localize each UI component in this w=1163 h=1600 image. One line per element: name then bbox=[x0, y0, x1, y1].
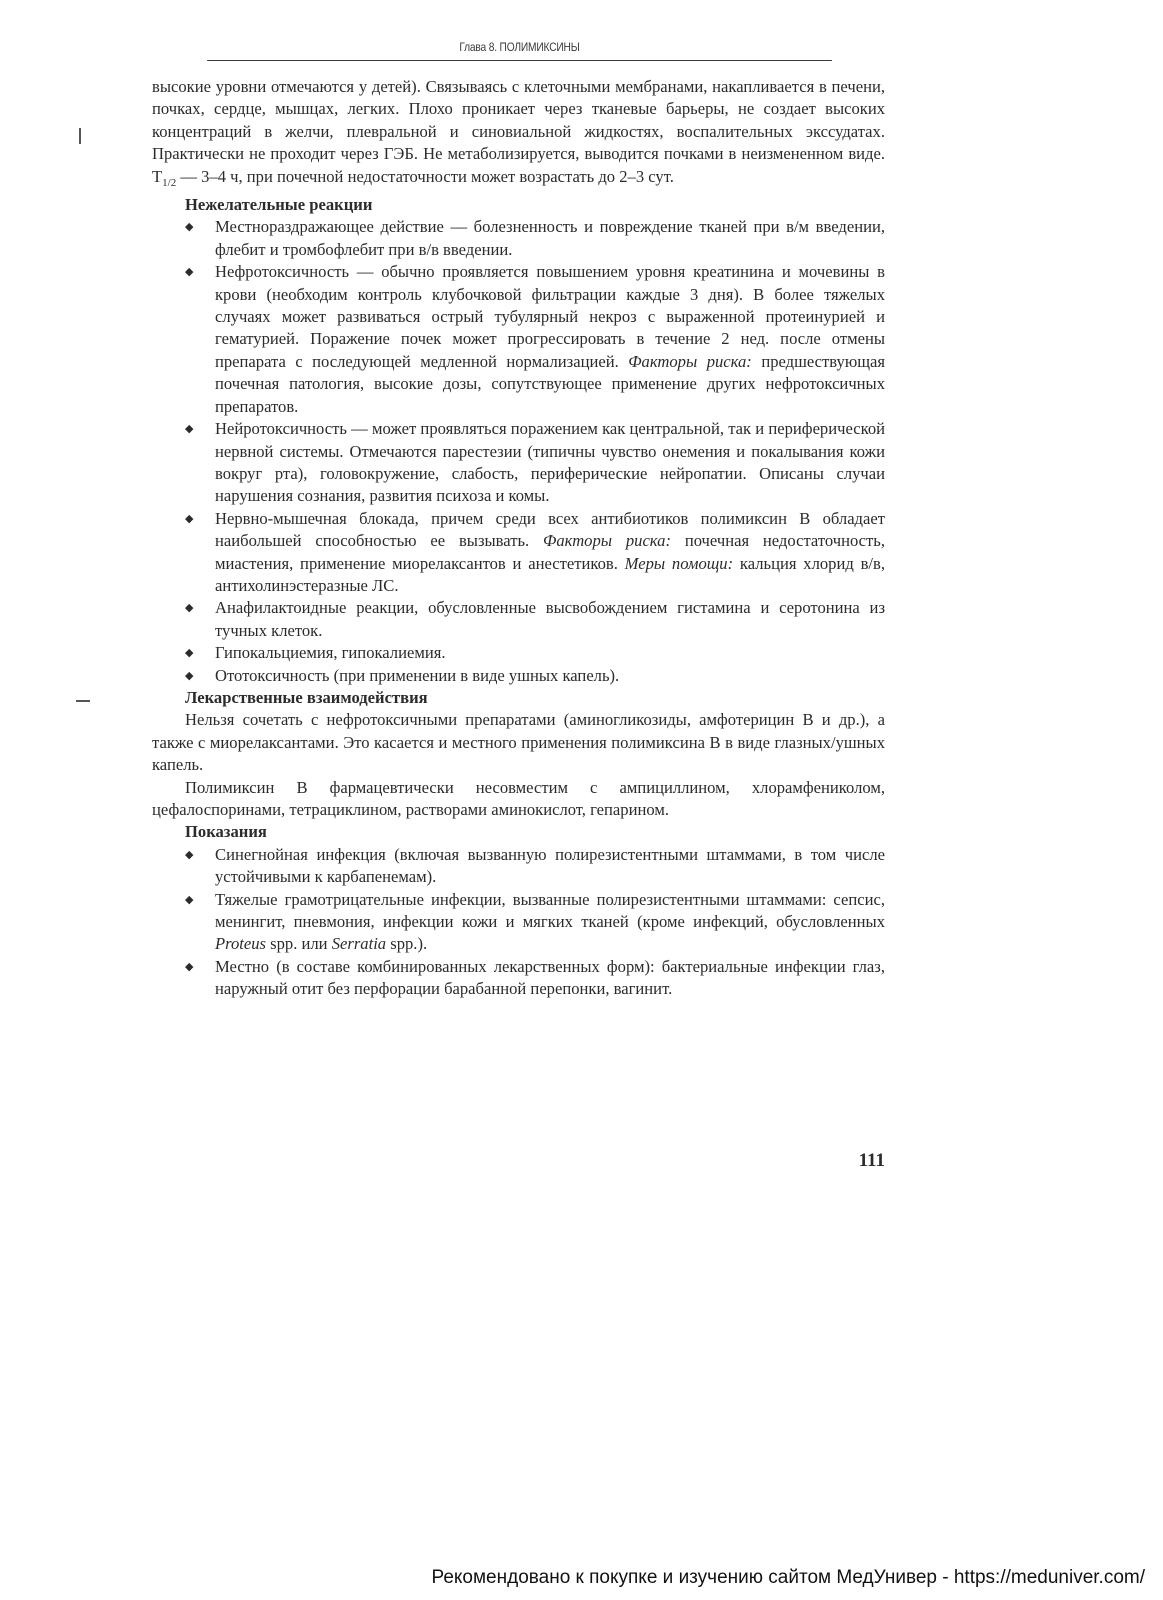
bullet-icon: ◆ bbox=[185, 512, 194, 525]
list-item-text: Местнораздражающее действие — болезненность и повреждение тканей при в/м введении, флебит и тромбофлебит при в/в введении. bbox=[215, 217, 885, 259]
bullet-icon: ◆ bbox=[185, 647, 194, 660]
bullet-icon: ◆ bbox=[185, 266, 194, 279]
list-item-text: Нервно-мышечная блокада, причем среди всех антибиотиков полимиксин В обладает наибольшей способностью ее вызывать. bbox=[215, 508, 885, 551]
list-item-text: кальция хлорид в/в, антихолинэстеразные ЛС. bbox=[215, 553, 885, 595]
genus-name: Serratia bbox=[331, 934, 387, 954]
list-item bbox=[152, 642, 885, 664]
intro-paragraph bbox=[152, 76, 885, 194]
list-item bbox=[152, 418, 885, 508]
list-item-text: предшествующая почечная патология, высокие дозы, сопутствующее применение других нефротоксичных препаратов. bbox=[215, 351, 885, 416]
list-item-text: spp. или bbox=[266, 934, 332, 954]
list-item bbox=[152, 261, 885, 418]
indications-heading: Показания bbox=[185, 822, 267, 842]
list-item bbox=[152, 216, 885, 261]
page-number: 111 bbox=[858, 1150, 885, 1171]
footer-note: Рекомендовано к покупке и изучению сайтом МедУнивер - https://meduniver.com/ bbox=[431, 1567, 1145, 1588]
list-item bbox=[152, 956, 885, 1001]
bullet-icon: ◆ bbox=[185, 423, 194, 436]
list-item-text: Анафилактоидные реакции, обусловленные высвобождением гистамина и серотонина из тучных клеток. bbox=[215, 598, 885, 640]
bullet-icon: ◆ bbox=[185, 893, 194, 906]
adverse-reactions-heading: Нежелательные реакции bbox=[185, 195, 373, 215]
list-item bbox=[152, 508, 885, 598]
adverse-reactions-list bbox=[152, 216, 885, 687]
scan-mark-top bbox=[79, 128, 81, 144]
list-item bbox=[152, 597, 885, 642]
half-life-subscript: 1/2 bbox=[162, 176, 177, 189]
list-item-text: Гипокальциемия, гипокалиемия. bbox=[215, 643, 446, 663]
drug-interactions-heading: Лекарственные взаимодействия bbox=[185, 687, 428, 707]
page-body bbox=[152, 76, 885, 1001]
risk-factors-label: Факторы риска: bbox=[543, 531, 671, 551]
list-item-text: Нефротоксичность — обычно проявляется повышением уровня креатинина и мочевины в крови (необходим контроль клубочковой фильтрации каждые 3 дня). В более тяжелых случаях может развиваться острый тубулярный некроз с выраженной протеинурией и гематурией. Поражение почек может прогрессировать в течение 2 нед. после отмены препарата с последующей медленной нормализацией. bbox=[215, 262, 885, 371]
bullet-icon: ◆ bbox=[185, 669, 194, 682]
intro-text: высокие уровни отмечаются у детей). Связываясь с клеточными мембранами, накапливается в печени, почках, сердце, мышцах, легких. Плохо проникает через тканевые барьеры, не создает высоких концентраций в желчи, плевральной и синовиальной жидкостях, воспалительных экссудатах. Практически не проходит через ГЭБ. Не метаболизируется, выводится почками в неизмененном виде. bbox=[152, 77, 885, 164]
list-item-text: Местно (в составе комбинированных лекарственных форм): бактериальные инфекции глаз, наружный отит без перфорации барабанной перепонки, вагинит. bbox=[215, 956, 885, 999]
list-item-text: spp.). bbox=[386, 934, 428, 954]
indications-list bbox=[152, 844, 885, 1001]
list-item-text: почечная недостаточность, миастения, применение миорелаксантов и анестетиков. bbox=[215, 531, 886, 573]
bullet-icon: ◆ bbox=[185, 848, 194, 861]
running-header: Глава 8. ПОЛИМИКСИНЫ bbox=[207, 40, 832, 61]
list-item-text: Синегнойная инфекция (включая вызванную полирезистентными штаммами, в том числе устойчивыми к карбапенемам). bbox=[215, 844, 885, 887]
half-life-symbol: Т bbox=[152, 166, 163, 186]
bullet-icon: ◆ bbox=[185, 602, 194, 615]
list-item bbox=[152, 844, 885, 889]
list-item bbox=[152, 889, 885, 956]
bullet-icon: ◆ bbox=[185, 960, 194, 973]
genus-name: Proteus bbox=[215, 934, 267, 954]
interactions-paragraph: Полимиксин В фармацевтически несовместим с ампициллином, хлорамфениколом, цефалоспоринами, тетрациклином, растворами аминокислот, гепарином. bbox=[152, 777, 885, 819]
help-measures-label: Меры помощи: bbox=[624, 553, 734, 573]
list-item-text: Ототоксичность (при применении в виде ушных капель). bbox=[215, 665, 620, 685]
half-life-text: — 3–4 ч, при почечной недостаточности может возрастать до 2–3 сут. bbox=[176, 166, 674, 186]
list-item-text: Тяжелые грамотрицательные инфекции, вызванные полирезистентными штаммами: сепсис, менингит, пневмония, инфекции кожи и мягких тканей (кроме инфекций, обусловленных bbox=[215, 889, 885, 932]
list-item-text: Нейротоксичность — может проявляться поражением как центральной, так и периферической нервной системы. Отмечаются парестезии (типичны чувство онемения и покалывания кожи вокруг рта), головокружение, слабость, периферические нейропатии. Описаны случаи нарушения сознания, развития психоза и комы. bbox=[215, 419, 885, 506]
interactions-paragraph: Нельзя сочетать с нефротоксичными препаратами (аминогликозиды, амфотерицин В и др.), а также с миорелаксантами. Это касается и местного применения полимиксина В в виде глазных/ушных капель. bbox=[152, 710, 885, 775]
bullet-icon: ◆ bbox=[185, 221, 194, 234]
list-item bbox=[152, 665, 885, 687]
scan-mark-bottom bbox=[76, 700, 90, 702]
risk-factors-label: Факторы риска: bbox=[628, 351, 752, 371]
